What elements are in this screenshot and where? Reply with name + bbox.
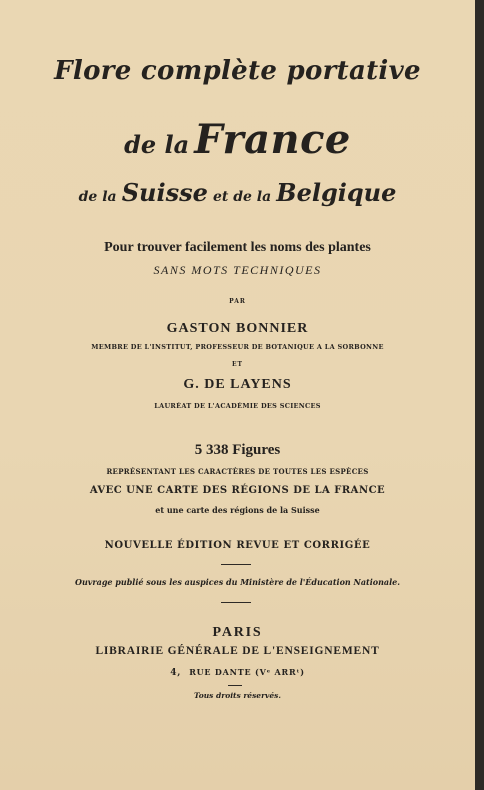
figures-line3: et une carte des régions de la Suisse [155,505,320,515]
divider [221,602,251,603]
figures-count: 5 338 Figures [194,442,281,458]
address-street: RUE DANTE (Vᵉ ARRᵗ) [189,667,305,677]
publisher-name: LIBRAIRIE GÉNÉRALE DE L'ENSEIGNEMENT [95,645,380,657]
title-suisse: Suisse [121,178,208,207]
author-2: G. DE LAYENS [183,377,292,392]
rights-reserved: Tous droits réservés. [194,691,281,700]
author-1-title: MEMBRE DE L'INSTITUT, PROFESSEUR DE BOTANIQUE A LA SORBONNE [91,343,384,351]
book-title-line2 [0,116,475,163]
publisher-address [0,667,475,678]
author-2-title: LAURÉAT DE L'ACADÉMIE DES SCIENCES [154,402,321,410]
author-1: GASTON BONNIER [166,321,309,336]
book-title-line3 [0,178,475,207]
par-label: PAR [229,298,246,305]
title-france: France [194,116,351,163]
divider [221,564,251,565]
address-number: 4, [170,668,182,678]
auspices-note: Ouvrage publié sous les auspices du Ministère de l'Éducation Nationale. [74,577,400,587]
background-edge [475,0,484,790]
figures-line2: AVEC UNE CARTE DES RÉGIONS DE LA FRANCE [89,485,386,496]
figures-line1: REPRÉSENTANT LES CARACTÈRES DE TOUTES LES ESPÈCES [106,467,369,476]
publisher-city: PARIS [212,625,263,640]
subtitle-line2: SANS MOTS TECHNIQUES [153,263,322,277]
title-prefix: de la [124,130,190,159]
title-et-de-la: et de la [212,189,272,205]
title-belgique: Belgique [276,178,397,207]
subtitle-line1: Pour trouver facilement les noms des plantes [104,240,371,255]
title-de-la: de la [78,189,117,205]
edition-note: NOUVELLE ÉDITION REVUE ET CORRIGÉE [104,540,371,551]
divider [228,685,242,686]
book-title-line1: Flore complète portative [54,56,421,86]
et-label: ET [231,361,244,368]
